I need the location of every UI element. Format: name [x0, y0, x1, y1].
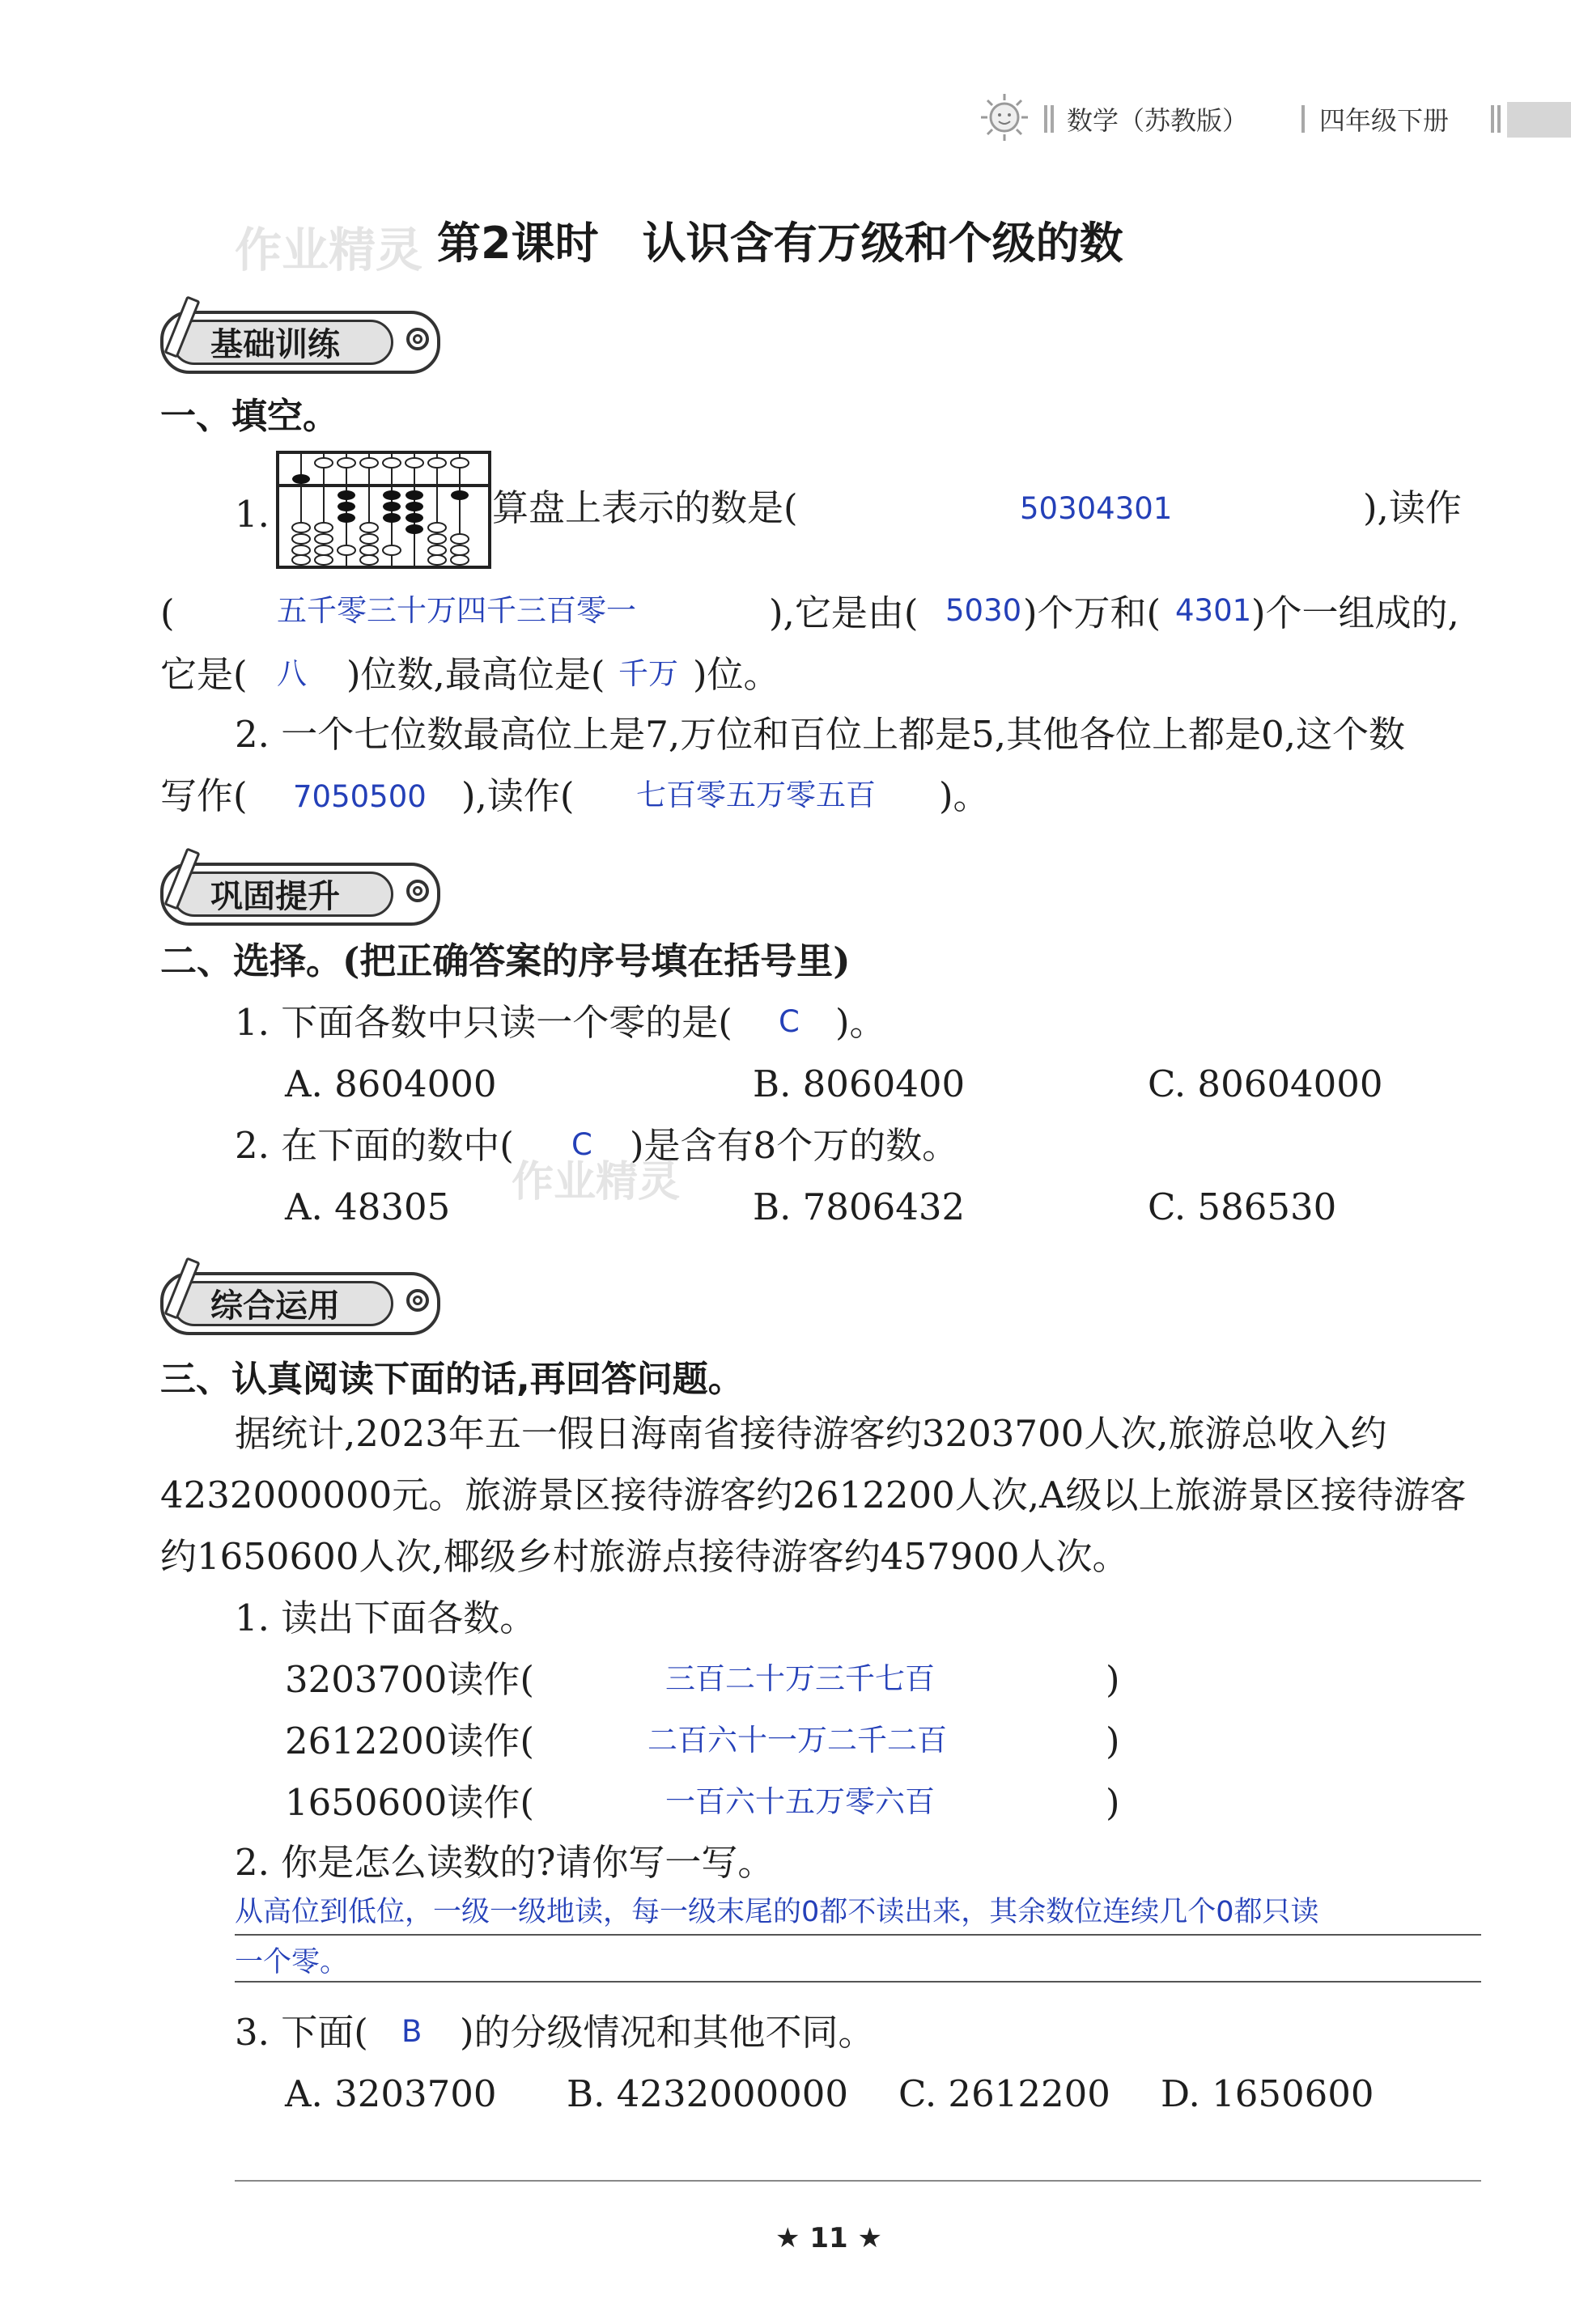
s3-q1-heading: 1. 读出下面各数。 — [235, 1597, 537, 1639]
s2-q2-option-a: A. 48305 — [285, 1185, 451, 1228]
answer-rule-1 — [235, 1934, 1481, 1936]
header-grade: 四年级下册 — [1319, 105, 1450, 136]
s3-q1-row1-label: 3203700读作( — [285, 1658, 534, 1701]
section1-heading: 一、填空。 — [160, 396, 338, 437]
s2-q1-text-b: )。 — [835, 1001, 886, 1044]
q1-text-d: )个万和( — [1023, 592, 1161, 634]
s3-q3-option-b: B. 4232000000 — [567, 2072, 848, 2115]
section-badge-basic: 基础训练 — [160, 311, 440, 374]
s3-q3-text-a: 3. 下面( — [235, 2011, 368, 2054]
star-icon: ★ — [857, 2222, 882, 2254]
passage-line-1: 据统计,2023年五一假日海南省接待游客约3203700人次,旅游总收入约 — [235, 1412, 1387, 1455]
q1-number: 1. — [235, 493, 270, 536]
watermark-2: 作业精灵 — [512, 1158, 681, 1207]
q1-text-h: )位。 — [693, 653, 780, 696]
s3-q2-heading: 2. 你是怎么读数的?请你写一写。 — [235, 1841, 775, 1884]
s2-q2-answer: C — [571, 1127, 592, 1162]
section-badge-application: 综合运用 — [160, 1272, 440, 1335]
answer-rule-2 — [235, 1981, 1481, 1983]
page-title: 第2课时 认识含有万级和个级的数 — [437, 218, 1123, 269]
q1-answer-number: 50304301 — [1020, 491, 1173, 526]
page-number: 11 — [809, 2222, 848, 2254]
s2-q2-option-c: C. 586530 — [1148, 1185, 1337, 1228]
q1-answer-top: 千万 — [618, 656, 678, 691]
s3-q1-row3-close: ) — [1106, 1781, 1120, 1824]
q1-text-a: 算盘上表示的数是( — [492, 486, 798, 529]
q1-open-paren: ( — [160, 592, 175, 634]
star-icon: ★ — [775, 2222, 800, 2254]
q2-text-b: ),读作( — [461, 774, 575, 817]
q2-line1: 2. 一个七位数最高位上是7,万位和百位上都是5,其他各位上都是0,这个数 — [235, 713, 1406, 756]
sun-icon — [978, 91, 1031, 144]
footer-rule — [235, 2180, 1481, 2182]
q2-answer-write: 7050500 — [293, 779, 427, 814]
s2-q1-option-b: B. 8060400 — [753, 1062, 966, 1105]
s3-q3-option-d: D. 1650600 — [1161, 2072, 1374, 2115]
footer — [775, 2222, 882, 2254]
q1-answer-read: 五千零三十万四千三百零一 — [277, 593, 636, 628]
q1-answer-wan: 5030 — [945, 593, 1022, 628]
s3-q3-text-b: )的分级情况和其他不同。 — [460, 2011, 875, 2054]
section3-heading: 三、认真阅读下面的话,再回答问题。 — [160, 1359, 744, 1400]
section-badge-consolidate: 巩固提升 — [160, 863, 440, 926]
s2-q2-text-b: )是含有8个万的数。 — [630, 1124, 959, 1167]
s3-q1-row2-answer: 二百六十一万二千二百 — [648, 1723, 947, 1758]
s3-q3-option-c: C. 2612200 — [898, 2072, 1110, 2115]
header-bar — [1507, 102, 1571, 138]
s3-q1-row3-answer: 一百六十五万零六百 — [665, 1784, 935, 1819]
q1-answer-digits: 八 — [277, 656, 307, 691]
q1-text-c: ),它是由( — [769, 592, 919, 634]
q2-answer-read: 七百零五万零五百 — [636, 778, 876, 812]
s3-q3-answer: B — [401, 2014, 422, 2049]
header-subject: 数学（苏教版） — [1067, 105, 1249, 136]
abacus-icon — [275, 450, 492, 570]
s3-q1-row1-answer: 三百二十万三千七百 — [665, 1661, 935, 1696]
section2-heading: 二、选择。(把正确答案的序号填在括号里) — [160, 939, 851, 982]
s3-q2-answer-line2: 一个零。 — [235, 1946, 349, 1978]
s3-q3-option-a: A. 3203700 — [285, 2072, 497, 2115]
passage-line-3: 约1650600人次,椰级乡村旅游点接待游客约457900人次。 — [160, 1535, 1129, 1578]
watermark: 作业精灵 — [235, 223, 423, 278]
passage-line-2: 4232000000元。旅游景区接待游客约2612200人次,A级以上旅游景区接待游客 — [160, 1474, 1467, 1516]
s2-q1-text-a: 1. 下面各数中只读一个零的是( — [235, 1001, 732, 1044]
q2-text-a: 写作( — [160, 774, 248, 817]
q1-answer-ge: 4301 — [1175, 593, 1252, 628]
s2-q2-text-a: 2. 在下面的数中( — [235, 1124, 514, 1167]
q1-text-f: 它是( — [160, 653, 248, 696]
q1-text-e: )个一组成的, — [1251, 592, 1459, 634]
s3-q1-row3-label: 1650600读作( — [285, 1781, 534, 1824]
q1-text-b: ),读作 — [1363, 486, 1462, 529]
q1-text-g: )位数,最高位是( — [346, 653, 605, 696]
s3-q1-row2-close: ) — [1106, 1720, 1120, 1762]
s2-q1-option-c: C. 80604000 — [1148, 1062, 1383, 1105]
q2-text-c: )。 — [939, 774, 990, 817]
s2-q1-answer: C — [779, 1004, 800, 1039]
s2-q1-option-a: A. 8604000 — [285, 1062, 497, 1105]
s3-q1-row2-label: 2612200读作( — [285, 1720, 534, 1762]
s2-q2-option-b: B. 7806432 — [753, 1185, 966, 1228]
s3-q1-row1-close: ) — [1106, 1658, 1120, 1701]
s3-q2-answer-line1: 从高位到低位，一级一级地读，每一级末尾的0都不读出来，其余数位连续几个0都只读 — [235, 1896, 1319, 1928]
